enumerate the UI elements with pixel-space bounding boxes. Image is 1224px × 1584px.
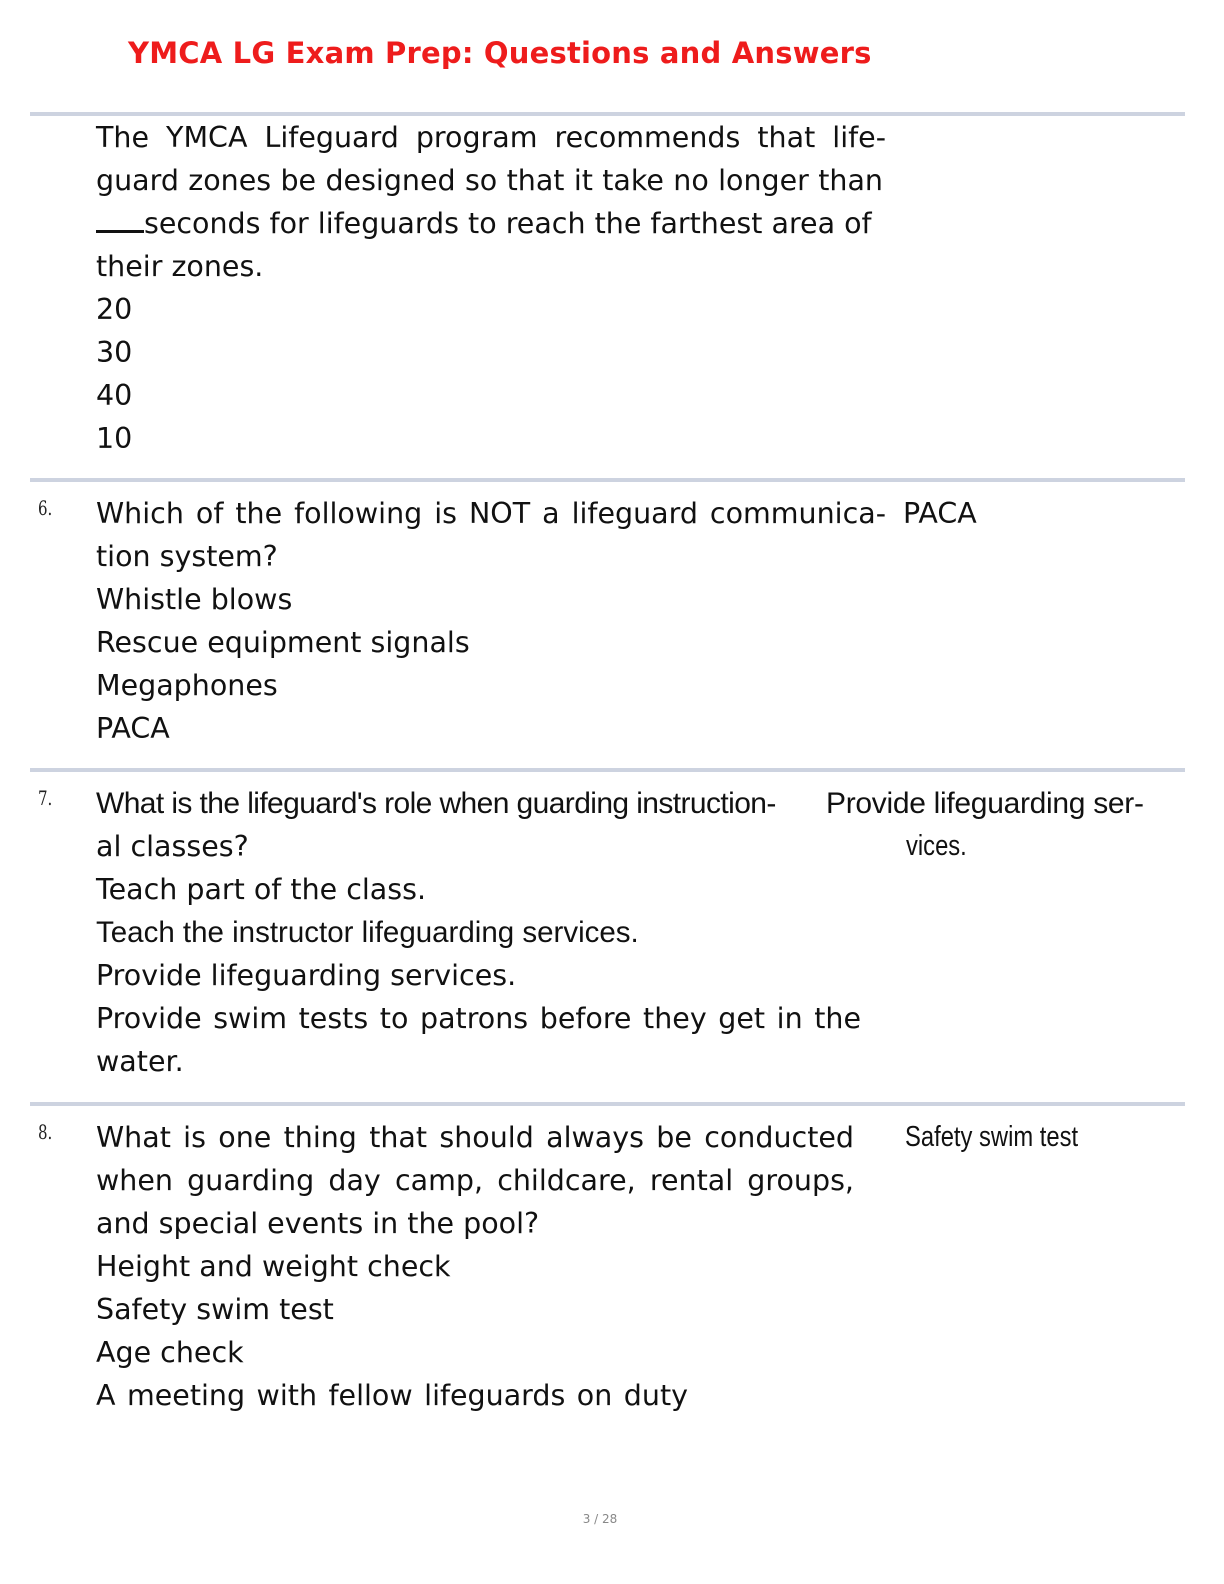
question-text [96, 782, 866, 1083]
question-line: Which of the following is NOT a lifeguard communica- [96, 497, 886, 530]
question-text [96, 116, 886, 460]
question-number: 6. [38, 496, 53, 520]
option: 30 [96, 336, 133, 369]
divider [30, 1102, 1185, 1106]
question-line: when guarding day camp, childcare, rental groups, [96, 1164, 854, 1197]
option: Provide swim tests to patrons before they get in the [96, 1002, 861, 1035]
option: 10 [96, 422, 133, 455]
question-line: The YMCA Lifeguard program recommends that life- [96, 121, 886, 154]
option: Age check [96, 1336, 244, 1369]
option: water. [96, 1045, 184, 1078]
answer-text: Provide lifeguarding ser- [826, 787, 1144, 820]
answer-text: PACA [903, 497, 977, 530]
option: Safety swim test [96, 1293, 334, 1326]
question-number: 8. [38, 1120, 53, 1144]
question-line: What is the lifeguard's role when guarding instruction- [96, 787, 776, 820]
question-line [96, 202, 872, 245]
divider [30, 768, 1185, 772]
option: Whistle blows [96, 583, 293, 616]
answer-blank [96, 208, 144, 233]
option: 40 [96, 379, 133, 412]
option: Teach part of the class. [96, 873, 427, 906]
answer-text-continued: vices. [906, 830, 967, 862]
question-line: guard zones be designed so that it take no longer than [96, 164, 883, 197]
question-line: and special events in the pool? [96, 1207, 540, 1240]
question-line-text: seconds for lifeguards to reach the farthest area of [144, 207, 872, 240]
option: Height and weight check [96, 1250, 451, 1283]
question-line: What is one thing that should always be conducted [96, 1121, 854, 1154]
option: PACA [96, 712, 170, 745]
question-line: tion system? [96, 540, 278, 573]
answer-text: Safety swim test [905, 1121, 1079, 1153]
question-line: their zones. [96, 250, 264, 283]
page-title: YMCA LG Exam Prep: Questions and Answers [128, 36, 872, 70]
divider [30, 478, 1185, 482]
option: Megaphones [96, 669, 278, 702]
option: A meeting with fellow lifeguards on duty [96, 1379, 688, 1412]
question-text [96, 1116, 866, 1417]
option: Teach the instructor lifeguarding services. [96, 916, 639, 949]
question-line: al classes? [96, 830, 249, 863]
page-indicator: 3 / 28 [582, 1512, 618, 1526]
option: Provide lifeguarding services. [96, 959, 517, 992]
question-text [96, 492, 886, 750]
question-number: 7. [38, 786, 53, 810]
option: 20 [96, 293, 133, 326]
option: Rescue equipment signals [96, 626, 470, 659]
